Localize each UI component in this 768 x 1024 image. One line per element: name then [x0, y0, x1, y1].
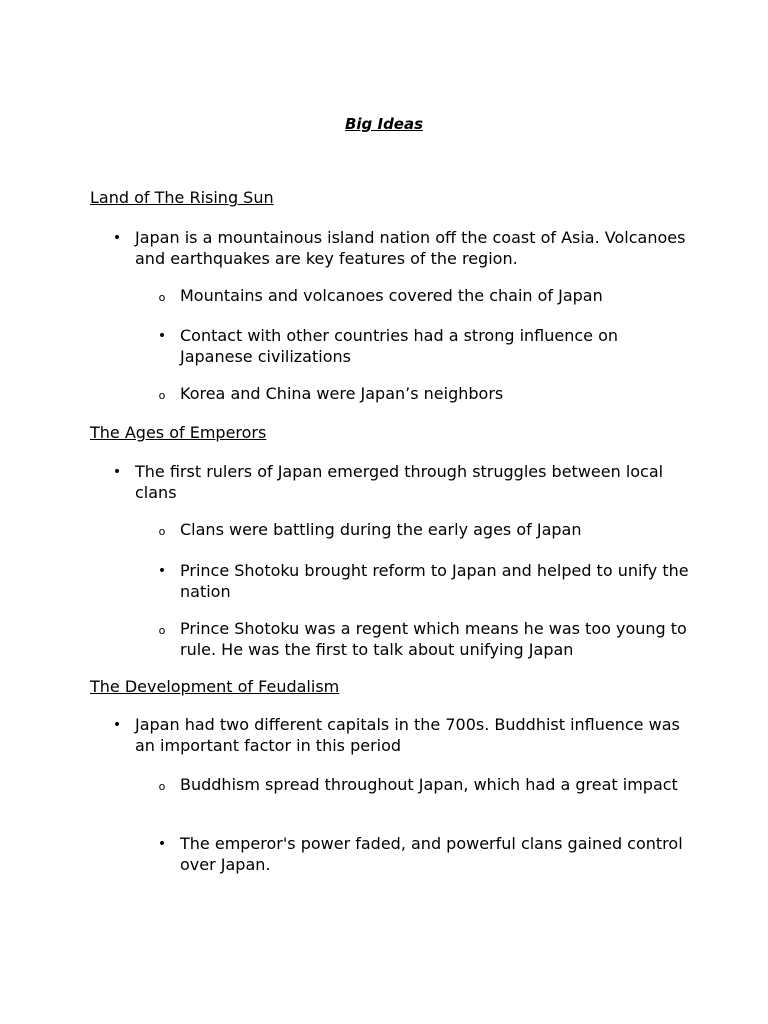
bullet-marker: • [112, 464, 122, 480]
circle-marker: o [158, 780, 166, 793]
circle-marker: o [158, 624, 166, 637]
list-item-text: The emperor's power faded, and powerful clans gained control over Japan. [180, 834, 683, 874]
list-item [158, 384, 690, 405]
bullet-marker: • [112, 230, 122, 246]
list-item-text: The first rulers of Japan emerged through struggles between local clans [135, 462, 664, 502]
section-heading: The Ages of Emperors [90, 423, 267, 442]
list-item [112, 462, 695, 503]
section-heading: Land of The Rising Sun [90, 188, 274, 207]
list-item [112, 228, 695, 269]
circle-marker: o [158, 389, 166, 402]
list-item [157, 834, 690, 875]
list-item [157, 561, 690, 602]
list-item-text: Japan had two different capitals in the 700s. Buddhist influence was an important factor in this period [135, 715, 680, 755]
list-item-text: Clans were battling during the early ages of Japan [180, 520, 582, 539]
list-item [158, 775, 690, 796]
list-item-text: Contact with other countries had a strong influence on Japanese civilizations [180, 326, 619, 366]
list-item [158, 286, 690, 307]
list-item-text: Buddhism spread throughout Japan, which had a great impact [180, 775, 678, 794]
list-item-text: Mountains and volcanoes covered the chain of Japan [180, 286, 603, 305]
list-item-text: Prince Shotoku brought reform to Japan and helped to unify the nation [180, 561, 689, 601]
bullet-marker: • [157, 563, 167, 579]
circle-marker: o [158, 291, 166, 304]
list-item-text: Korea and China were Japan’s neighbors [180, 384, 504, 403]
bullet-marker: • [157, 328, 167, 344]
list-item-text: Prince Shotoku was a regent which means he was too young to rule. He was the first to talk about unifying Japan [180, 619, 687, 659]
bullet-marker: • [112, 717, 122, 733]
bullet-marker: • [157, 836, 167, 852]
list-item [157, 326, 690, 367]
page-title: Big Ideas [344, 115, 424, 133]
list-item-text: Japan is a mountainous island nation off the coast of Asia. Volcanoes and earthquakes are key features of the region. [135, 228, 686, 268]
list-item [158, 520, 690, 541]
list-item [158, 619, 690, 660]
section-heading: The Development of Feudalism [90, 677, 340, 696]
list-item [112, 715, 695, 756]
circle-marker: o [158, 525, 166, 538]
